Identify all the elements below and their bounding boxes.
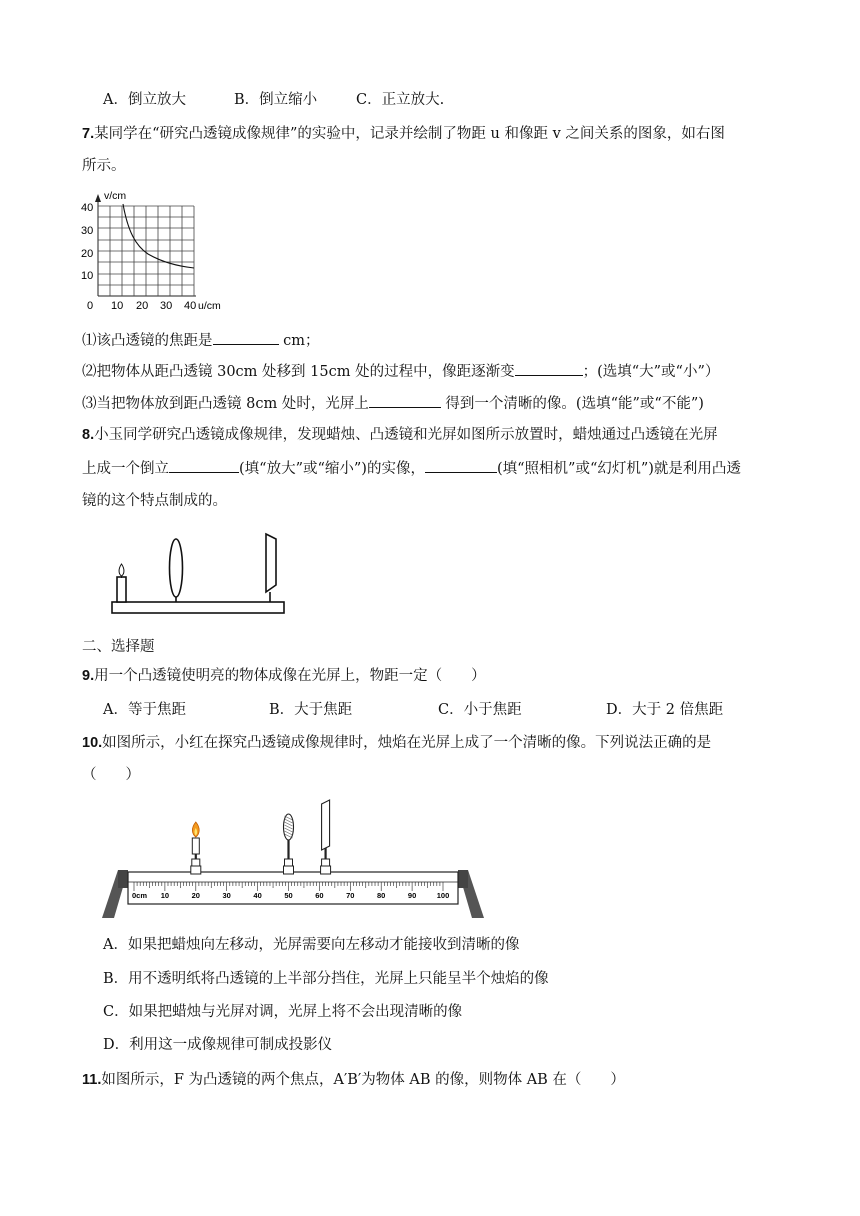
ruler-tick-label: 40 xyxy=(253,891,262,900)
bench-right-clamp xyxy=(458,870,468,888)
lens-holder-clip xyxy=(285,859,293,866)
ruler-tick-label: 20 xyxy=(191,891,200,900)
q10-option-c: C．如果把蜡烛与光屏对调，光屏上将不会出现清晰的像 xyxy=(103,1004,463,1020)
q6-option-c: C．正立放大. xyxy=(356,92,445,108)
graph-x-tick: 10 xyxy=(111,300,124,312)
q11-number: 11. xyxy=(82,1072,102,1088)
answer-blank[interactable] xyxy=(425,458,497,473)
q10-optical-bench-figure xyxy=(100,796,490,922)
graph-y-tick: 10 xyxy=(81,270,94,282)
q10-option-a: A．如果把蜡烛向左移动，光屏需要向左移动才能接收到清晰的像 xyxy=(103,937,520,953)
q8-number: 8. xyxy=(82,427,95,443)
light-screen xyxy=(266,534,276,592)
q7-number: 7. xyxy=(82,126,95,142)
screen-holder-base xyxy=(321,866,331,874)
q9-number: 9. xyxy=(82,668,95,684)
q10-text-line1: 10.如图所示，小红在探究凸透镜成像规律时，烛焰在光屏上成了一个清晰的像。下列说法正确的是 xyxy=(82,735,712,751)
candle xyxy=(192,838,199,854)
q7-sub2: ⑵把物体从距凸透镜 30cm 处移到 15cm 处的过程中，像距逐渐变 ；(选填“大”或“小”） xyxy=(82,361,719,382)
ruler-tick-label: 60 xyxy=(315,891,324,900)
q7-sub3: ⑶当把物体放到距凸透镜 8cm 处时，光屏上 得到一个清晰的像。(选填“能”或“不能”) xyxy=(82,393,704,414)
section-heading: 二、选择题 xyxy=(82,639,155,655)
q7-text-line2: 所示。 xyxy=(82,158,126,174)
q8-text-line1: 8.小玉同学研究凸透镜成像规律，发现蜡烛、凸透镜和光屏如图所示放置时，蜡烛通过凸透镜在光屏 xyxy=(82,427,718,443)
graph-x-tick: 20 xyxy=(136,300,149,312)
answer-blank[interactable] xyxy=(169,458,239,473)
lens-holder-base xyxy=(284,866,294,874)
answer-blank[interactable] xyxy=(515,361,583,376)
light-screen xyxy=(322,800,330,850)
screen-holder-clip xyxy=(322,859,330,866)
q6-option-a: A．倒立放大 xyxy=(103,92,186,108)
ruler-tick-label: 90 xyxy=(407,891,417,900)
q8-text-line2: 上成一个倒立 (填“放大”或“缩小”)的实像， (填“照相机”或“幻灯机”)就是利用凸透 xyxy=(82,458,741,479)
graph-grid xyxy=(98,206,194,296)
graph-x-tick: 30 xyxy=(160,300,173,312)
q9-text: 9.用一个凸透镜使明亮的物体成像在光屏上，物距一定（ ） xyxy=(82,668,486,684)
candle-holder-clip xyxy=(192,859,200,866)
convex-lens xyxy=(170,539,183,597)
ruler-tick-label: 10 xyxy=(160,891,170,900)
q7-uv-graph xyxy=(76,184,236,314)
graph-y-label: v/cm xyxy=(104,190,127,202)
q10-option-d: D．利用这一成像规律可制成投影仪 xyxy=(103,1037,333,1053)
ruler-tick-label: 0cm xyxy=(132,891,148,900)
ruler-tick-label: 70 xyxy=(346,891,355,900)
graph-y-tick: 30 xyxy=(81,225,94,237)
q8-lens-setup-figure xyxy=(108,530,288,622)
candle xyxy=(117,577,126,602)
q9-option-c: C．小于焦距 xyxy=(438,702,522,718)
q7-sub1: ⑴该凸透镜的焦距是 cm； xyxy=(82,330,319,351)
candle-holder-base xyxy=(191,866,201,874)
q8-text-line3: 镜的这个特点制成的。 xyxy=(82,493,227,509)
bench-left-clamp xyxy=(118,870,128,888)
graph-x-tick: 0 xyxy=(87,300,94,312)
q10-text-line2: （ ） xyxy=(82,767,140,783)
ruler-tick-label: 80 xyxy=(377,891,386,900)
ruler-tick-label: 50 xyxy=(284,891,293,900)
graph-y-tick: 40 xyxy=(81,202,94,214)
q6-option-b: B．倒立缩小 xyxy=(234,92,318,108)
q9-option-a: A．等于焦距 xyxy=(103,702,186,718)
q10-number: 10. xyxy=(82,735,103,751)
q7-text-line1: 7.某同学在“研究凸透镜成像规律”的实验中，记录并绘制了物距 u 和像距 v 之间关系的图象，如右图 xyxy=(82,126,725,142)
q11-text: 11.如图所示，F 为凸透镜的两个焦点，A′B′为物体 AB 的像，则物体 AB 在（ ） xyxy=(82,1072,625,1088)
q10-option-b: B．用不透明纸将凸透镜的上半部分挡住，光屏上只能呈半个烛焰的像 xyxy=(103,971,549,987)
graph-x-label: u/cm xyxy=(198,300,221,312)
q9-option-d: D．大于 2 倍焦距 xyxy=(606,702,724,718)
ruler-tick-label: 100 xyxy=(436,891,450,900)
candle-flame xyxy=(119,564,124,576)
graph-x-tick: 40 xyxy=(184,300,197,312)
answer-blank[interactable] xyxy=(369,393,441,408)
graph-y-tick: 20 xyxy=(81,248,94,260)
q9-option-b: B．大于焦距 xyxy=(269,702,353,718)
ruler-tick-label: 30 xyxy=(222,891,231,900)
answer-blank[interactable] xyxy=(213,330,279,345)
